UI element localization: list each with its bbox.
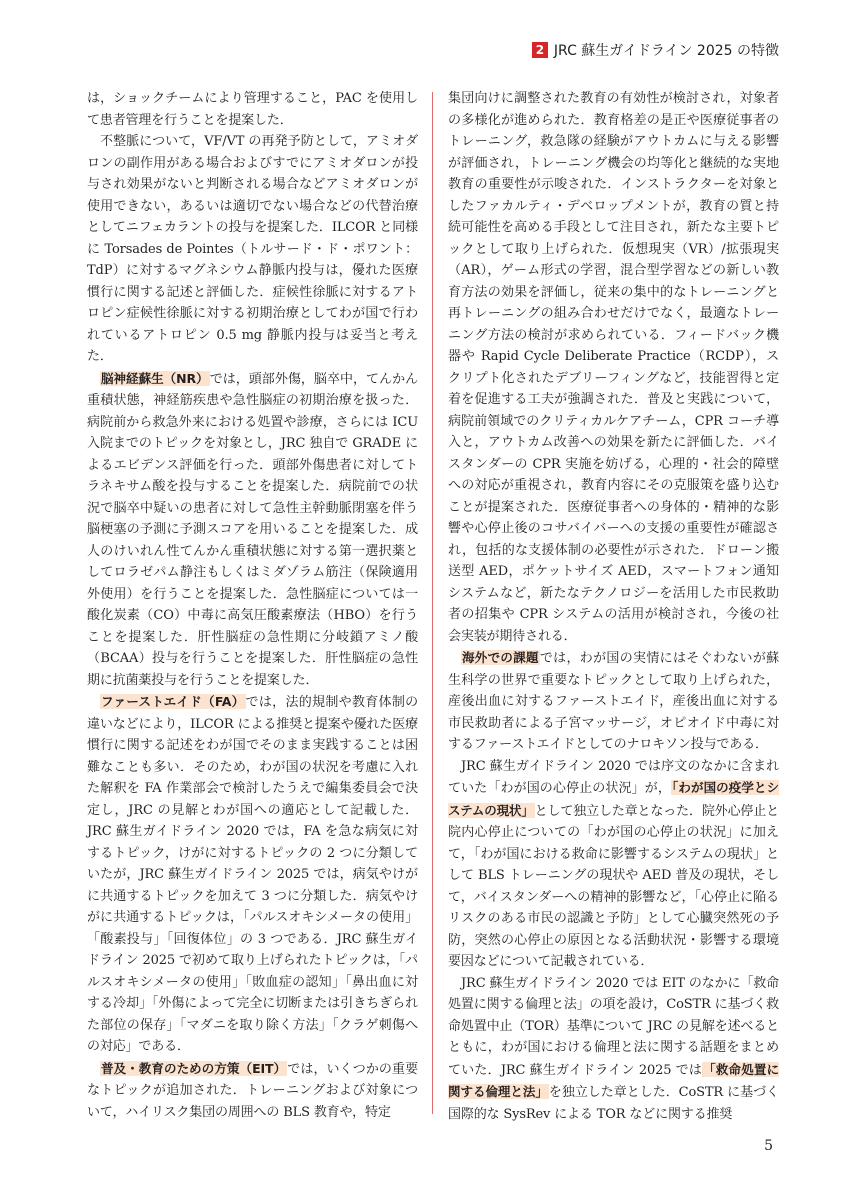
paragraph-text: として独立した章となった．院外心停止と院内心停止についての「わが国の心停止の状況」に加えて，「わが国における救命に影響するシステムの現状」として BLS トレーニングの現状や AED 普及の現状，そして，バイスタンダーへの精神的影響など，「心停止に陥るリスクのある市民の認識と予防」として心臓突然死の予防，突然の心停止の原因となる活動状況・影響する環境要因などについて記載されている．: [448, 803, 779, 969]
header-title: JRC 蘇生ガイドライン 2025 の特徴: [553, 43, 779, 59]
right-column: [448, 88, 779, 1125]
paragraph: [448, 647, 779, 756]
paragraph: 集団向けに調整された教育の有効性が検討され，対象者の多様化が進められた．教育格差の是正や医療従事者のトレーニング，救急隊の経験がアウトカムに与える影響が評価され，トレーニング機会の均等化と継続的な実地教育の重要性が示唆された．インストラクターを対象としたファカルティ・デベロップメントが，教育の質と持続可能性を高める手段として注目され，新たな主要トピックとして取り上げられた．仮想現実（VR）/拡張現実（AR），ゲーム形式の学習，混合型学習などの新しい教育方法の効果を評価し，従来の集中的なトレーニングと再トレーニングの組み合わせだけでなく，最適なトレーニング方法の検討が求められている．フィードバック機器や Rapid Cycle Deliberate Practice（RCDP），スクリプト化されたデブリーフィングなど，技能習得と定着を促進する工夫が強調された．普及と実践について，病院前領域でのクリティカルケアチーム，CPR コーチ導入と，アウトカム改善への効果を新たに評価した．バイスタンダーの CPR 実施を妨げる，心理的・社会的障壁への対応が重視され，教育内容にその克服策を盛り込むことが提案された．医療従事者への身体的・精神的な影響や心停止後のコサバイバーへの支援の重要性が確認され，包括的な支援体制の必要性が示された．ドローン搬送型 AED，ポケットサイズ AED，スマートフォン通知システムなど，新たなテクノロジーを活用した市民救助者の招集や CPR システムの活用が検討され，今後の社会実装が期待される．: [448, 91, 779, 644]
paragraph-text: JRC 蘇生ガイドライン 2020 では序文のなかに含まれていた「わが国の心停止の状況」が，: [448, 758, 779, 796]
paragraph-text: を独立した章とした．CoSTR に基づく国際的な SysRev による TOR などに関する推奨: [448, 1085, 779, 1122]
chapter-title-highlight: 「救命処置に関する倫理と法」: [448, 1061, 779, 1099]
paragraph: [87, 1058, 418, 1124]
running-header: [532, 40, 779, 60]
paragraph: [448, 973, 779, 1126]
paragraph-text: では，法的規制や教育体制の違いなどにより，ILCOR による推奨と提案や優れた医療慣行に関する記述をわが国でそのまま実践することは困難なことも多い．そのため，わが国の状況を考慮に入れた解釈を FA 作業部会で検討したうえで編集委員会で決定し，JRC の見解とわが国への適応として記載した．JRC 蘇生ガイドライン 2020 では，FA を急な病気に対するトピック，けがに対するトピックの 2 つに分類していたが，JRC 蘇生ガイドライン 2025 では，病気やけがに共通するトピックを加えて 3 つに分類した．病気やけがに共通するトピックは，「パルスオキシメータの使用」「酸素投与」「回復体位」の 3 つである．JRC 蘇生ガイドライン 2025 で初めて取り上げられたトピックは，「パルスオキシメータの使用」「敗血症の認知」「鼻出血に対する冷却」「外傷によって完全に切断または引きちぎられた部位の保存」「マダニを取り除く方法」「クラゲ刺傷への対応」である．: [87, 695, 418, 1054]
page-number: 5: [764, 1138, 773, 1154]
paragraph: [87, 691, 418, 1058]
paragraph: [448, 756, 779, 973]
chapter-badge: 2: [532, 42, 548, 58]
section-heading: 海外での課題: [462, 650, 539, 665]
paragraph: [87, 368, 418, 692]
chapter-title-highlight: 「わが国の疫学とシステムの現状」: [448, 780, 779, 818]
section-heading: 脳神経蘇生（NR）: [101, 370, 209, 386]
left-column: [87, 88, 418, 1123]
paragraph-text: では，頭部外傷，脳卒中，てんかん重積状態，神経筋疾患や急性脳症の初期治療を扱った．病院前から救急外来における処置や診療，さらには ICU 入院までのトピックを対象とし，JRC 独自で GRADE によるエビデンス評価を行った．頭部外傷患者に対してトラネキサム酸を投与することを提案した．病院前での状況で脳卒中疑いの患者に対して急性主幹動脈閉塞を伴う脳梗塞の予測に予測スコアを用いることを提案した．成人のけいれん性てんかん重積状態に対する第一選択薬としてロラゼパム静注もしくはミダゾラム筋注（保険適用外使用）を行うことを提案した．急性脳症については一酸化炭素（CO）中毒に高気圧酸素療法（HBO）を行うことを提案した．肝性脳症の急性期に分岐鎖アミノ酸（BCAA）投与を行うことを提案した．肝性脳症の急性期に抗菌薬投与を行うことを提案した．: [87, 371, 418, 688]
paragraph-text: では，わが国の実情にはそぐわないが蘇生科学の世界で重要なトピックとして取り上げられた，産後出血に対するファーストエイド，産後出血に対する市民救助者による子宮マッサージ，オピオイド中毒に対するファーストエイドとしてのナロキソン投与である．: [448, 651, 779, 752]
paragraph: 不整脈について，VF/VT の再発予防として，アミオダロンの副作用がある場合およびすでにアミオダロンが投与され効果がないと判断される場合などアミオダロンが使用できない，あるいは適切でない場合などの代替治療としてニフェカラントの投与を提案した．ILCOR と同様に Torsades de Pointes（トルサード・ド・ポワント：TdP）に対するマグネシウム静脈内投与は，優れた医療慣行に関する記述と評価した．症候性徐脈に対するアトロピン症候性徐脈に対する初期治療としてわが国で行われているアトロピン 0.5 mg 静脈内投与は妥当と考えた．: [87, 134, 418, 364]
section-heading: 普及・教育のための方策（EIT）: [101, 1060, 287, 1076]
section-heading: ファーストエイド（FA）: [101, 694, 245, 709]
paragraph-text: JRC 蘇生ガイドライン 2020 では EIT のなかに「救命処置に関する倫理と法」の項を設け，CoSTR に基づく救命処置中止（TOR）基準について JRC の見解を述べるとともに，わが国における倫理と法に関する話題をまとめていた．JRC 蘇生ガイドライン 2025 では: [448, 975, 779, 1078]
paragraph: は，ショックチームにより管理すること，PAC を使用して患者管理を行うことを提案した．: [87, 91, 418, 128]
paragraph-text: では，いくつかの重要なトピックが追加された．トレーニングおよび対象について，ハイリスク集団の周囲への BLS 教育や，特定: [87, 1061, 418, 1120]
column-divider: [432, 92, 433, 1114]
